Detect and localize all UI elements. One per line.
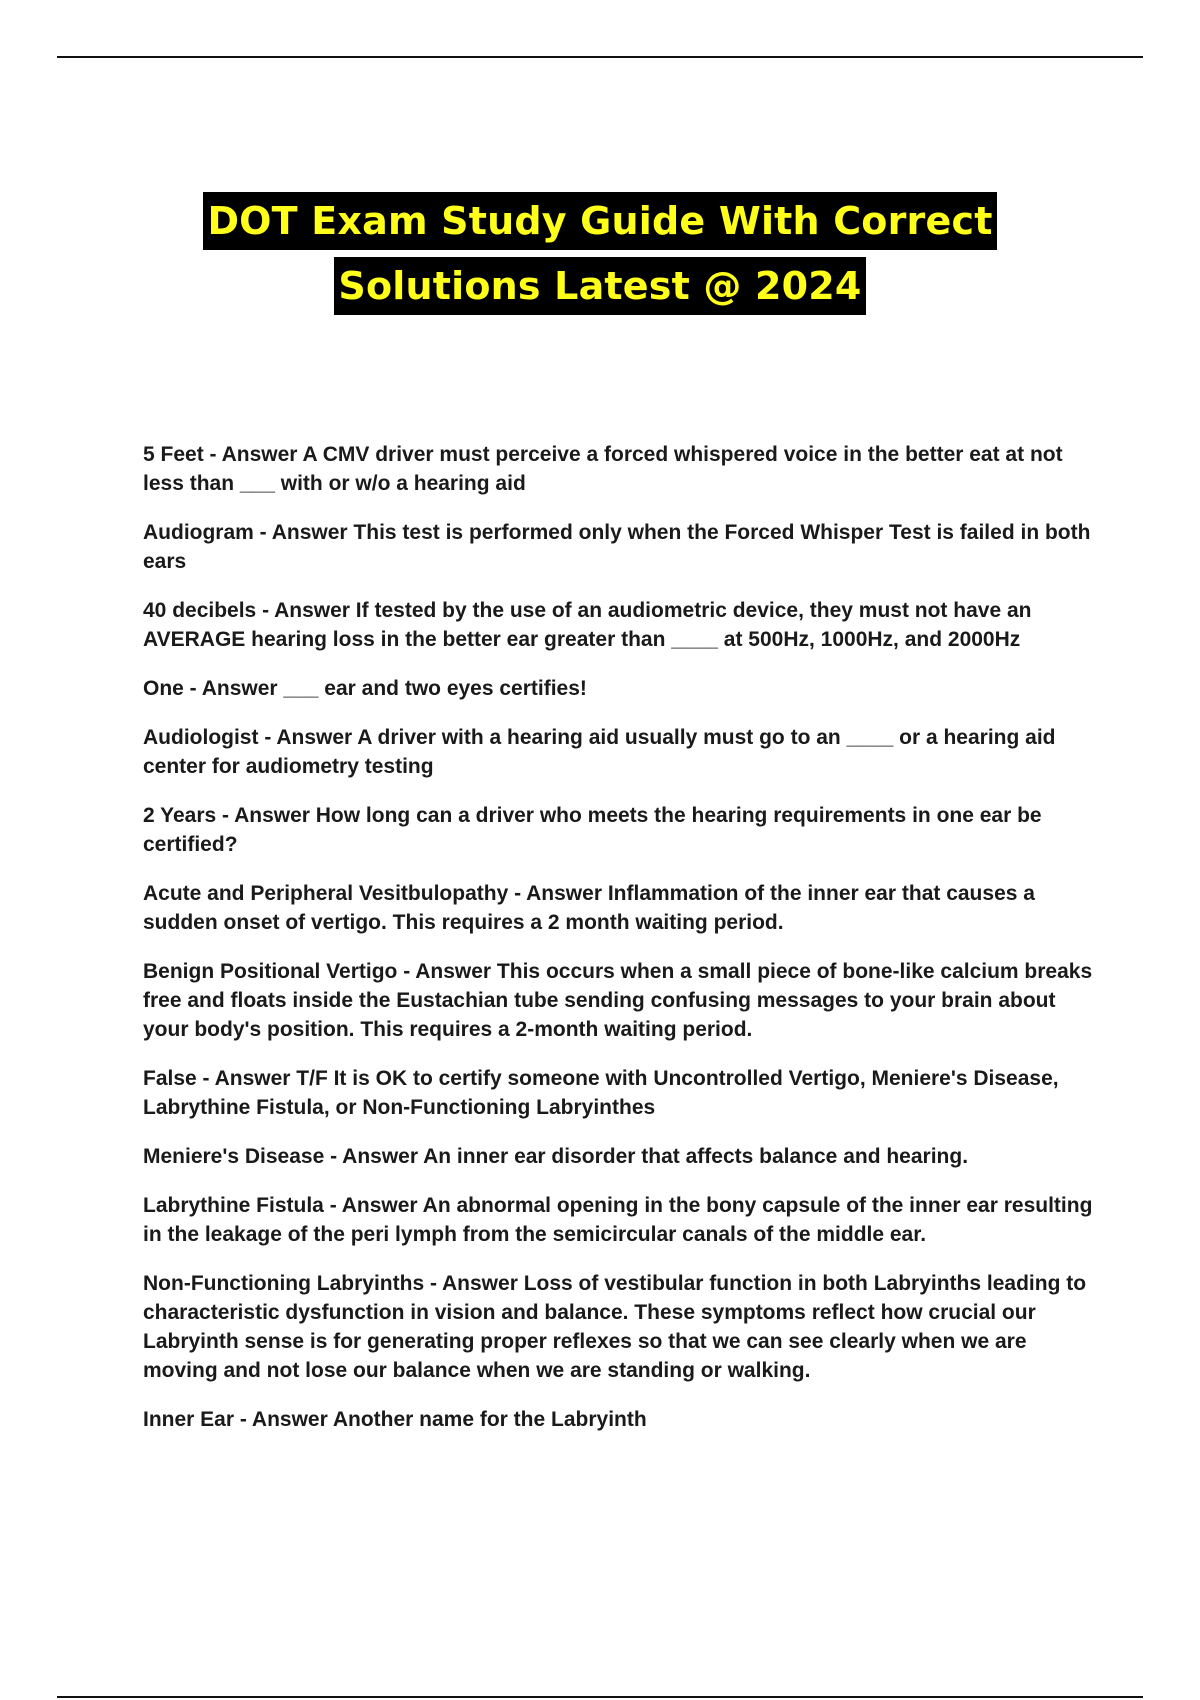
document-title (0, 192, 1200, 315)
qa-item: Audiogram - Answer This test is performed only when the Forced Whisper Test is failed in both ears (143, 521, 1091, 573)
qa-item: Inner Ear - Answer Another name for the Labryinth (143, 1408, 647, 1431)
qa-item: Acute and Peripheral Vesitbulopathy - Answer Inflammation of the inner ear that causes a sudden onset of vertigo. This requires a 2 month waiting period. (143, 882, 1035, 934)
qa-item: One - Answer ___ ear and two eyes certifies! (143, 677, 587, 700)
qa-item: 2 Years - Answer How long can a driver who meets the hearing requirements in one ear be certified? (143, 804, 1042, 856)
qa-list (143, 440, 1093, 1454)
qa-item: Non-Functioning Labryinths - Answer Loss of vestibular function in both Labryinths leading to characteristic dysfunction in vision and balance. These symptoms reflect how crucial our Labryinth sense is for generating proper reflexes so that we can see clearly when we are moving and not lose our balance when we are standing or walking. (143, 1272, 1087, 1382)
top-rule (57, 56, 1143, 58)
qa-item: 40 decibels - Answer If tested by the use of an audiometric device, they must not have an AVERAGE hearing loss in the better ear greater than ____ at 500Hz, 1000Hz, and 2000Hz (143, 599, 1032, 651)
qa-item: Audiologist - Answer A driver with a hearing aid usually must go to an ____ or a hearing aid center for audiometry testing (143, 726, 1056, 778)
bottom-rule (57, 1696, 1143, 1698)
title-line-1: DOT Exam Study Guide With Correct (203, 192, 996, 250)
title-line-2: Solutions Latest @ 2024 (334, 257, 865, 315)
qa-item: False - Answer T/F It is OK to certify someone with Uncontrolled Vertigo, Meniere's Disease, Labrythine Fistula, or Non-Functioning Labryinthes (143, 1067, 1059, 1119)
qa-item: Labrythine Fistula - Answer An abnormal opening in the bony capsule of the inner ear resulting in the leakage of the peri lymph from the semicircular canals of the middle ear. (143, 1194, 1093, 1246)
qa-item: 5 Feet - Answer A CMV driver must perceive a forced whispered voice in the better eat at not less than ___ with or w/o a hearing aid (143, 443, 1063, 495)
qa-item: Meniere's Disease - Answer An inner ear disorder that affects balance and hearing. (143, 1145, 969, 1168)
qa-item: Benign Positional Vertigo - Answer This occurs when a small piece of bone-like calcium breaks free and floats inside the Eustachian tube sending confusing messages to your brain about your body's position. This requires a 2-month waiting period. (143, 960, 1093, 1041)
